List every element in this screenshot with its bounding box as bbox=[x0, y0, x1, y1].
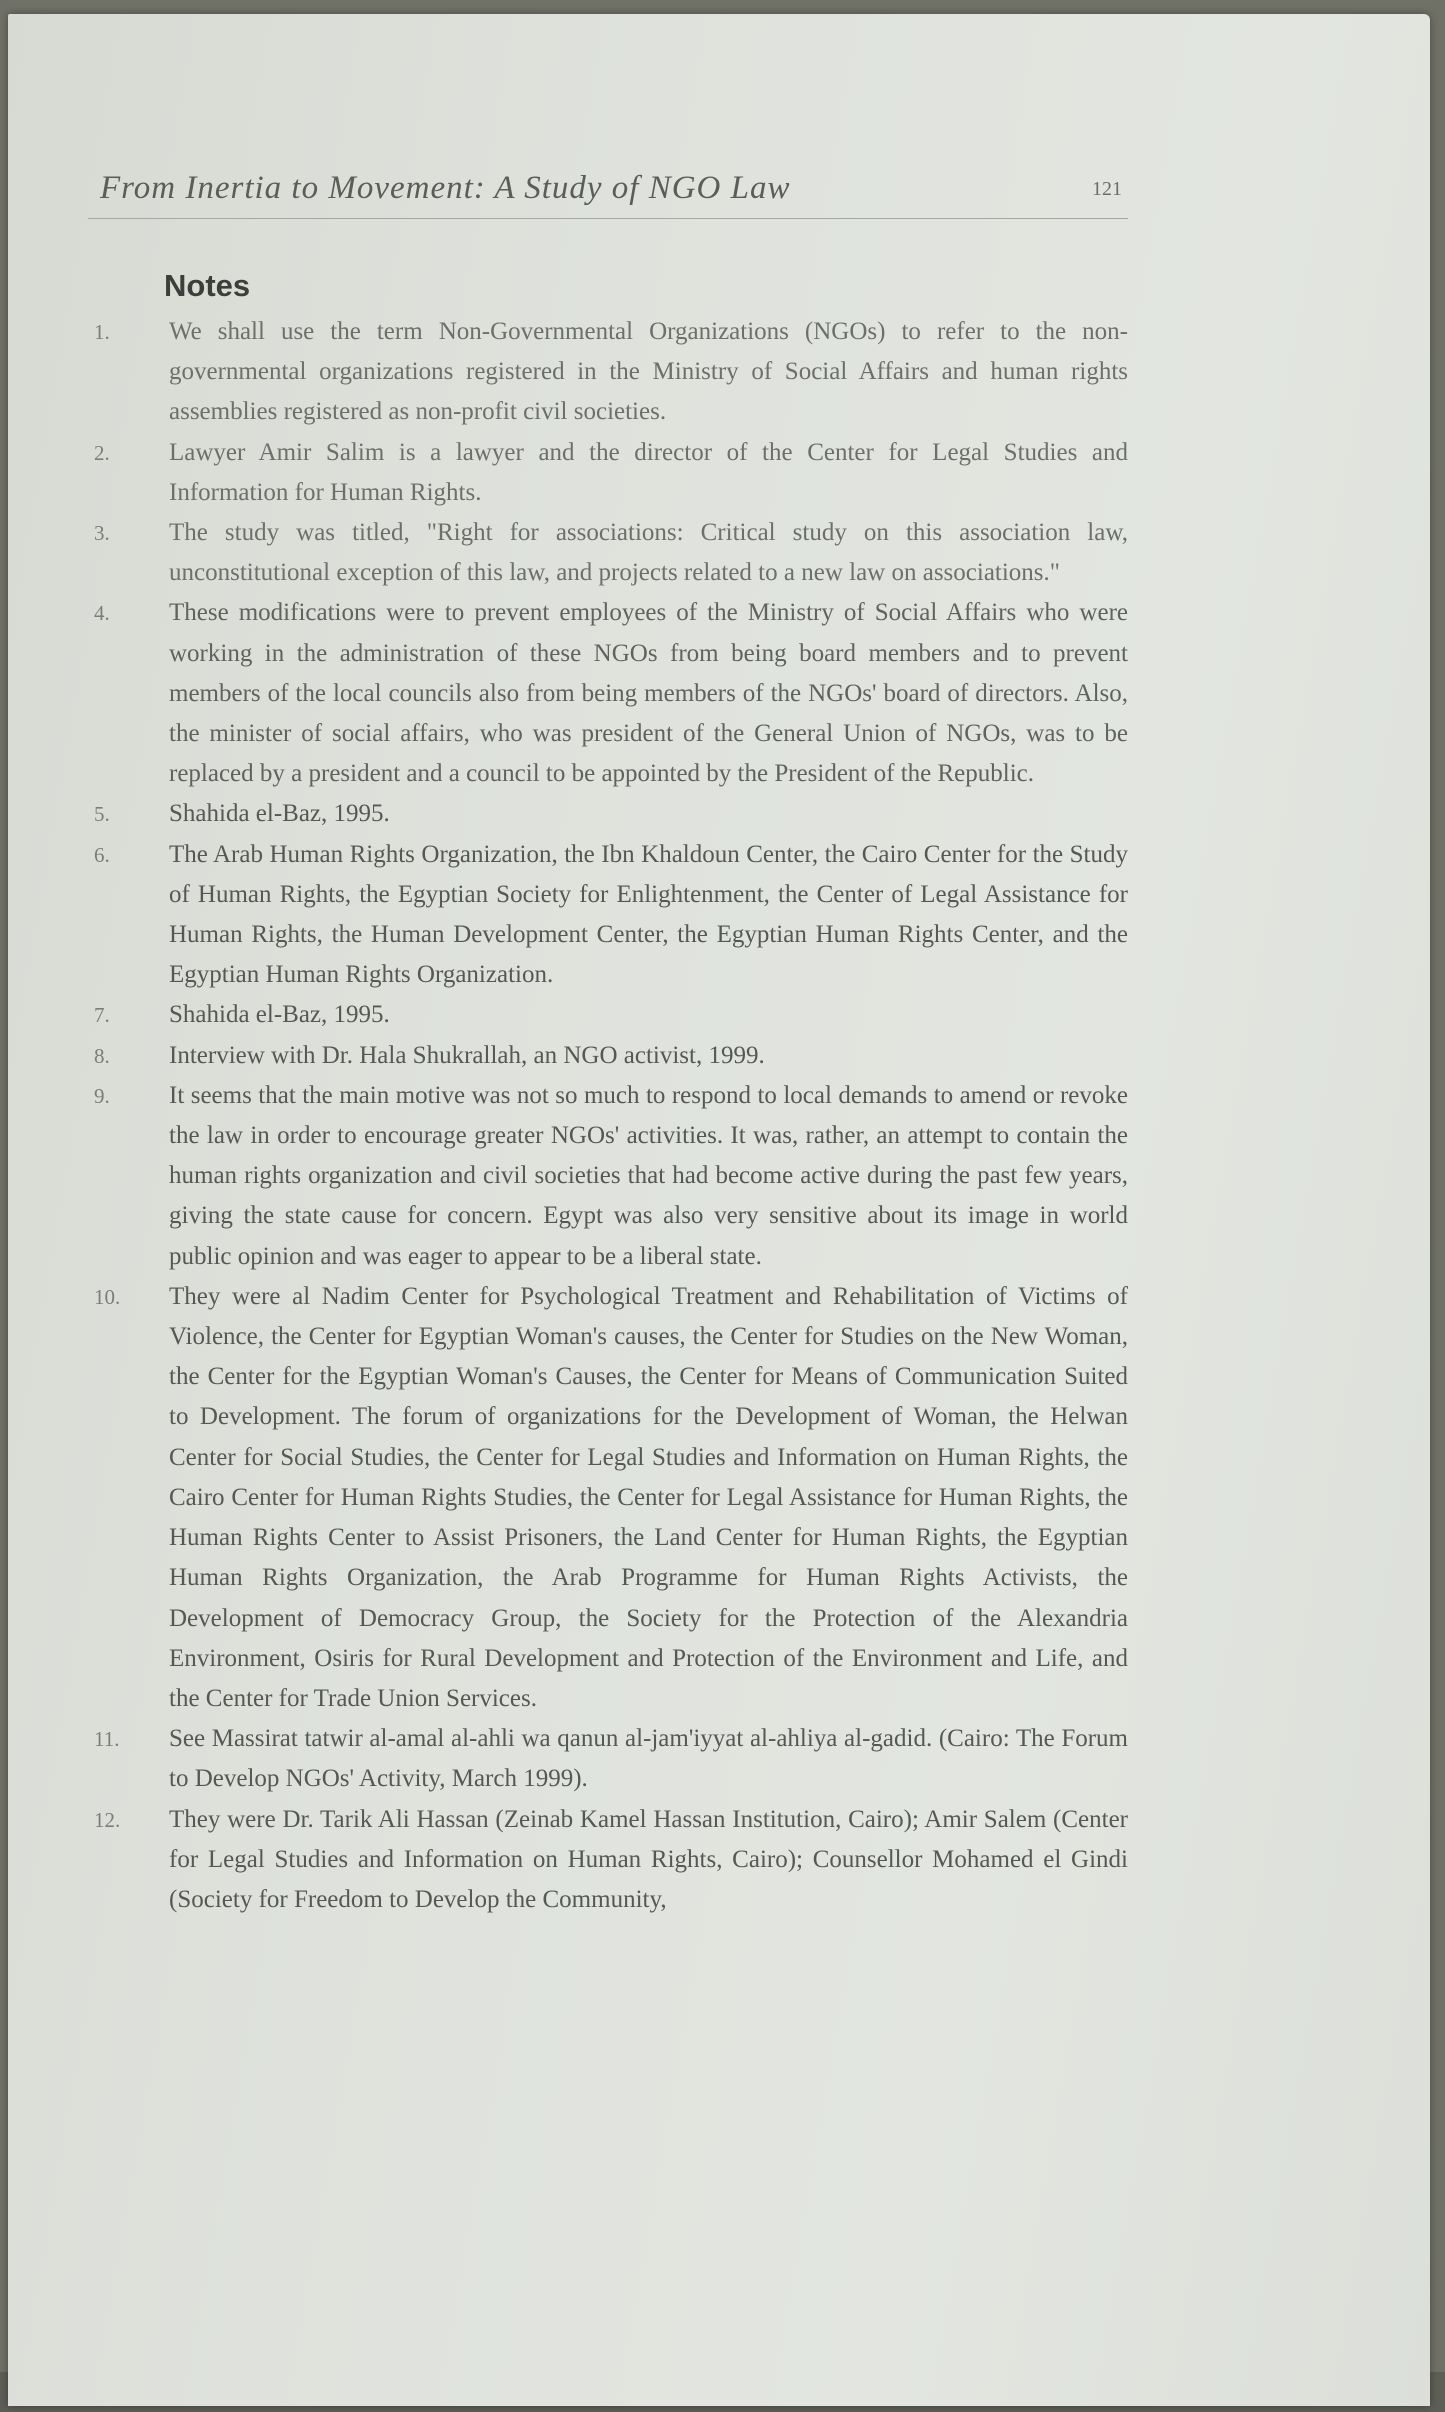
note-number: 3. bbox=[94, 521, 110, 546]
note-item bbox=[88, 1277, 1128, 1719]
note-item bbox=[88, 794, 1128, 834]
note-item bbox=[88, 593, 1128, 794]
note-item bbox=[88, 312, 1128, 433]
running-title: From Inertia to Movement: A Study of NGO Law bbox=[100, 170, 791, 206]
note-number: 4. bbox=[94, 601, 110, 626]
note-item bbox=[88, 513, 1128, 593]
note-text: They were Dr. Tarik Ali Hassan (Zeinab Kamel Hassan Institution, Cairo); Amir Salem (Center for Legal Studies and Information on Human Rights, Cairo); Counsellor Mohamed el Gindi (Society for Freedom to Develop the Community, bbox=[169, 1805, 1128, 1913]
note-text: The Arab Human Rights Organization, the Ibn Khaldoun Center, the Cairo Center for the Study of Human Rights, the Egyptian Society for Enlightenment, the Center of Legal Assistance for Human Rights, the Human Development Center, the Egyptian Human Rights Center, and the Egyptian Human Rights Organization. bbox=[169, 840, 1128, 989]
note-text: We shall use the term Non-Governmental Organizations (NGOs) to refer to the non-governmental organizations registered in the Ministry of Social Affairs and human rights assemblies registered as non-profit civil societies. bbox=[169, 318, 1128, 426]
book-page bbox=[8, 14, 1430, 2406]
note-item bbox=[88, 1719, 1128, 1799]
note-item bbox=[88, 1800, 1128, 1921]
note-item bbox=[88, 1076, 1128, 1277]
note-number: 12. bbox=[94, 1807, 121, 1832]
note-text: The study was titled, "Right for associations: Critical study on this association law, unconstitutional exception of this law, and projects related to a new law on associations." bbox=[169, 519, 1128, 587]
note-number: 6. bbox=[94, 842, 110, 867]
note-number: 8. bbox=[94, 1043, 110, 1068]
note-text: Shahida el-Baz, 1995. bbox=[169, 800, 390, 828]
note-text: Lawyer Amir Salim is a lawyer and the director of the Center for Legal Studies and Information for Human Rights. bbox=[169, 438, 1128, 506]
running-head bbox=[88, 162, 1128, 219]
notes-heading: Notes bbox=[164, 268, 251, 303]
note-text: These modifications were to prevent employees of the Ministry of Social Affairs who were working in the administration of these NGOs from being board members and to prevent members of the local councils also from being members of the NGOs' board of directors. Also, the minister of social affairs, who was president of the General Union of NGOs, was to be replaced by a president and a council to be appointed by the President of the Republic. bbox=[169, 599, 1128, 788]
note-number: 2. bbox=[94, 440, 110, 465]
note-number: 9. bbox=[94, 1083, 110, 1108]
note-item bbox=[88, 1036, 1128, 1076]
note-text: Interview with Dr. Hala Shukrallah, an NGO activist, 1999. bbox=[169, 1041, 765, 1069]
note-item bbox=[88, 433, 1128, 513]
note-number: 7. bbox=[94, 1003, 110, 1028]
note-text: Shahida el-Baz, 1995. bbox=[169, 1001, 390, 1029]
note-number: 11. bbox=[94, 1727, 120, 1752]
note-number: 1. bbox=[94, 320, 110, 344]
page-number: 121 bbox=[1092, 178, 1122, 200]
note-text: It seems that the main motive was not so much to respond to local demands to amend or revoke the law in order to encourage greater NGOs' activities. It was, rather, an attempt to contain the human rights organization and civil societies that had become active during the past few years, giving the state cause for concern. Egypt was also very sensitive about its image in world public opinion and was eager to appear to be a liberal state. bbox=[169, 1081, 1128, 1270]
note-item bbox=[88, 995, 1128, 1035]
note-text: They were al Nadim Center for Psychological Treatment and Rehabilitation of Victims of Violence, the Center for Egyptian Woman's causes, the Center for Studies on the New Woman, the Center for the Egyptian Woman's Causes, the Center for Means of Communication Suited to Development. The forum of organizations for the Development of Woman, the Helwan Center for Social Studies, the Center for Legal Studies and Information on Human Rights, the Cairo Center for Human Rights Studies, the Center for Legal Assistance for Human Rights, the Human Rights Center to Assist Prisoners, the Land Center for Human Rights, the Egyptian Human Rights Organization, the Arab Programme for Human Rights Activists, the Development of Democracy Group, the Society for the Protection of the Alexandria Environment, Osiris for Rural Development and Protection of the Environment and Life, and the Center for Trade Union Services. bbox=[169, 1282, 1128, 1712]
note-number: 10. bbox=[94, 1284, 121, 1309]
note-item bbox=[88, 835, 1128, 996]
note-text: See Massirat tatwir al-amal al-ahli wa qanun al-jam'iyyat al-ahliya al-gadid. (Cairo: The Forum to Develop NGOs' Activity, March 1999). bbox=[169, 1725, 1128, 1793]
note-number: 5. bbox=[94, 802, 110, 827]
notes-list bbox=[88, 312, 1128, 1920]
